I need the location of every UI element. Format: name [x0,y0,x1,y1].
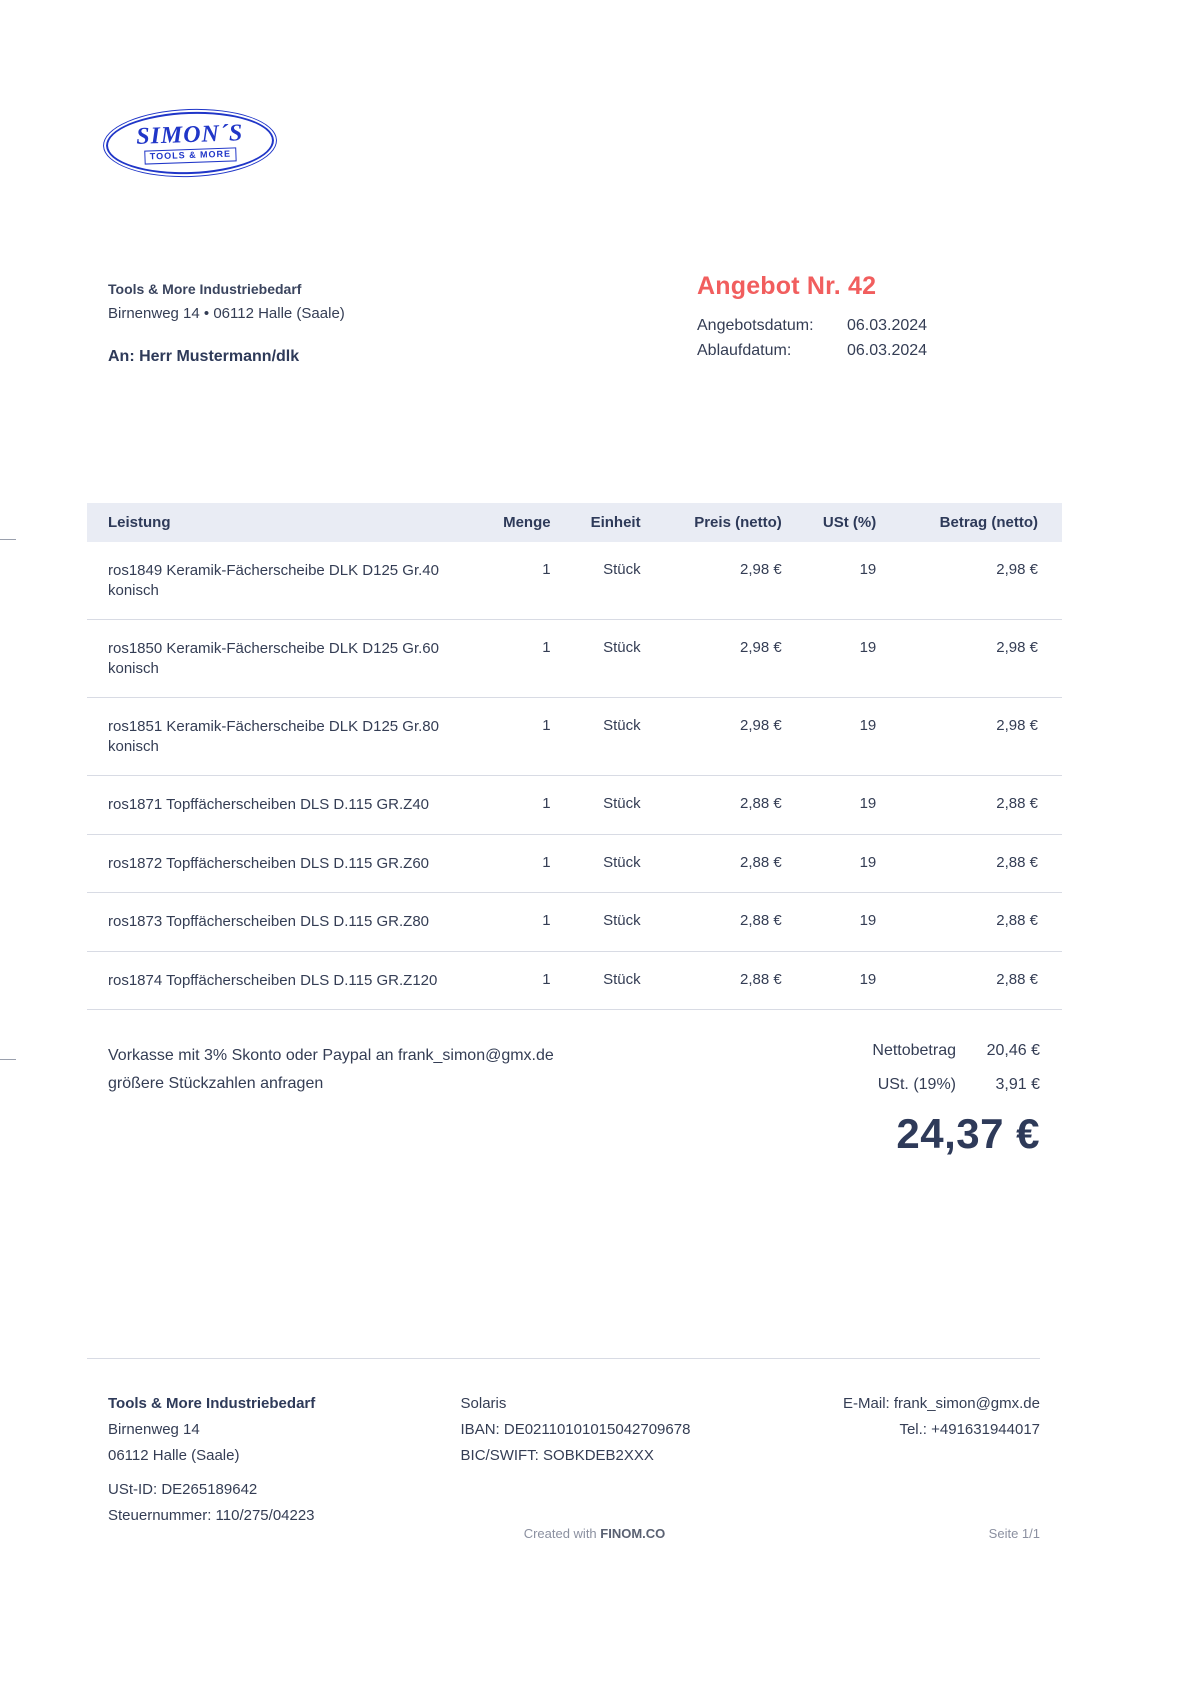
footer-company-name: Tools & More Industriebedarf [108,1395,316,1412]
payment-notes [108,1042,668,1098]
logo-oval [105,109,275,177]
footer-phone: Tel.: +491631944017 [899,1421,1040,1438]
item-vat-rate: 19 [790,698,885,776]
item-quantity: 1 [472,620,559,698]
item-price: 2,98 € [649,698,790,776]
recipient-line: An: Herr Mustermann/dlk [108,348,300,365]
item-description: ros1872 Topffächerscheiben DLS D.115 GR.Z60 [87,834,472,893]
item-description: ros1873 Topffächerscheiben DLS D.115 GR.Z80 [87,893,472,952]
offer-date-value: 06.03.2024 [847,317,928,334]
footer-contact-block [843,1391,1040,1529]
offer-date-label: Angebotsdatum: [697,317,814,334]
item-vat-rate: 19 [790,893,885,952]
item-unit: Stück [559,951,649,1010]
items-table-wrap [87,503,1062,1010]
table-row [87,951,1062,1010]
item-description: ros1871 Topffächerscheiben DLS D.115 GR.Z40 [87,776,472,835]
item-description: ros1850 Keramik-Fächerscheibe DLK D125 Gr.60 konisch [87,620,472,698]
sender-address: Birnenweg 14 • 06112 Halle (Saale) [108,305,345,322]
item-description: ros1851 Keramik-Fächerscheibe DLK D125 Gr.80 konisch [87,698,472,776]
net-total-label: Nettobetrag [872,1042,956,1059]
net-total-line [872,1042,1040,1060]
item-amount: 2,88 € [884,951,1062,1010]
item-description: ros1874 Topffächerscheiben DLS D.115 GR.Z120 [87,951,472,1010]
item-quantity: 1 [472,776,559,835]
item-price: 2,98 € [649,620,790,698]
footer-city: 06112 Halle (Saale) [108,1447,240,1464]
items-table-head [87,503,1062,542]
totals-block [872,1042,1040,1158]
item-quantity: 1 [472,698,559,776]
item-amount: 2,88 € [884,834,1062,893]
fold-mark-top [0,539,16,540]
header-preis: Preis (netto) [694,514,782,531]
item-amount: 2,88 € [884,893,1062,952]
item-vat-rate: 19 [790,951,885,1010]
footer [87,1358,1040,1529]
item-quantity: 1 [472,951,559,1010]
item-price: 2,98 € [649,542,790,620]
items-table [87,503,1062,1010]
item-vat-rate: 19 [790,776,885,835]
item-vat-rate: 19 [790,834,885,893]
header-einheit: Einheit [590,514,641,531]
footer-street: Birnenweg 14 [108,1421,200,1438]
vat-line [872,1076,1040,1094]
item-unit: Stück [559,834,649,893]
vat-label: USt. (19%) [877,1076,956,1093]
footer-bic: BIC/SWIFT: SOBKDEB2XXX [460,1447,654,1464]
table-row [87,776,1062,835]
header-row [87,503,1062,542]
payment-note-line2: größere Stückzahlen anfragen [108,1075,324,1092]
item-quantity: 1 [472,542,559,620]
finom-brand: FINOM.CO [600,1526,666,1541]
item-price: 2,88 € [649,834,790,893]
header-menge: Menge [503,514,551,531]
item-unit: Stück [559,893,649,952]
footer-bank-name: Solaris [460,1395,507,1412]
table-row [87,698,1062,776]
header-ust: USt (%) [822,514,877,531]
footer-tax-number: Steuernummer: 110/275/04223 [108,1507,315,1524]
item-unit: Stück [559,698,649,776]
footer-vat-id: USt-ID: DE265189642 [108,1481,258,1498]
item-amount: 2,98 € [884,620,1062,698]
payment-note-line1: Vorkasse mit 3% Skonto oder Paypal an frank_simon@gmx.de [108,1047,554,1064]
item-quantity: 1 [472,834,559,893]
header-betrag: Betrag (netto) [939,514,1038,531]
footer-columns [87,1391,1040,1529]
offer-dates [697,317,1067,360]
logo-tagline: TOOLS & MORE [145,147,237,164]
item-price: 2,88 € [649,776,790,835]
table-row [87,542,1062,620]
footer-spacer [108,1469,408,1477]
item-price: 2,88 € [649,893,790,952]
table-row [87,893,1062,952]
item-quantity: 1 [472,893,559,952]
items-tbody [87,542,1062,1010]
item-vat-rate: 19 [790,620,885,698]
table-row [87,834,1062,893]
offer-expiry-value: 06.03.2024 [847,342,928,359]
footer-email: E-Mail: frank_simon@gmx.de [843,1395,1040,1412]
table-row [87,620,1062,698]
summary-section [108,1042,1040,1158]
sender-block [108,281,538,366]
created-with-text: Created with [523,1526,597,1541]
offer-expiry-label: Ablaufdatum: [697,342,792,359]
company-logo [105,109,275,177]
footer-bank-block [461,1391,791,1529]
item-amount: 2,88 € [884,776,1062,835]
item-unit: Stück [559,776,649,835]
offer-title: Angebot Nr. 42 [697,272,877,300]
footer-iban: IBAN: DE02110101015042709678 [460,1421,691,1438]
item-amount: 2,98 € [884,542,1062,620]
item-description: ros1849 Keramik-Fächerscheibe DLK D125 Gr.40 konisch [87,542,472,620]
item-unit: Stück [559,620,649,698]
offer-block [697,272,1067,360]
fold-mark-bottom [0,1059,16,1060]
item-amount: 2,98 € [884,698,1062,776]
grand-total-value: 24,37 € [896,1110,1040,1157]
page-number: Seite 1/1 [988,1526,1040,1541]
sender-company: Tools & More Industriebedarf [108,281,302,297]
vat-value: 3,91 € [995,1076,1040,1093]
item-price: 2,88 € [649,951,790,1010]
footer-company-block [108,1391,408,1529]
item-unit: Stück [559,542,649,620]
item-vat-rate: 19 [790,542,885,620]
logo-name: SIMON´S [135,120,244,150]
header-leistung: Leistung [108,514,171,531]
net-total-value: 20,46 € [986,1042,1040,1059]
